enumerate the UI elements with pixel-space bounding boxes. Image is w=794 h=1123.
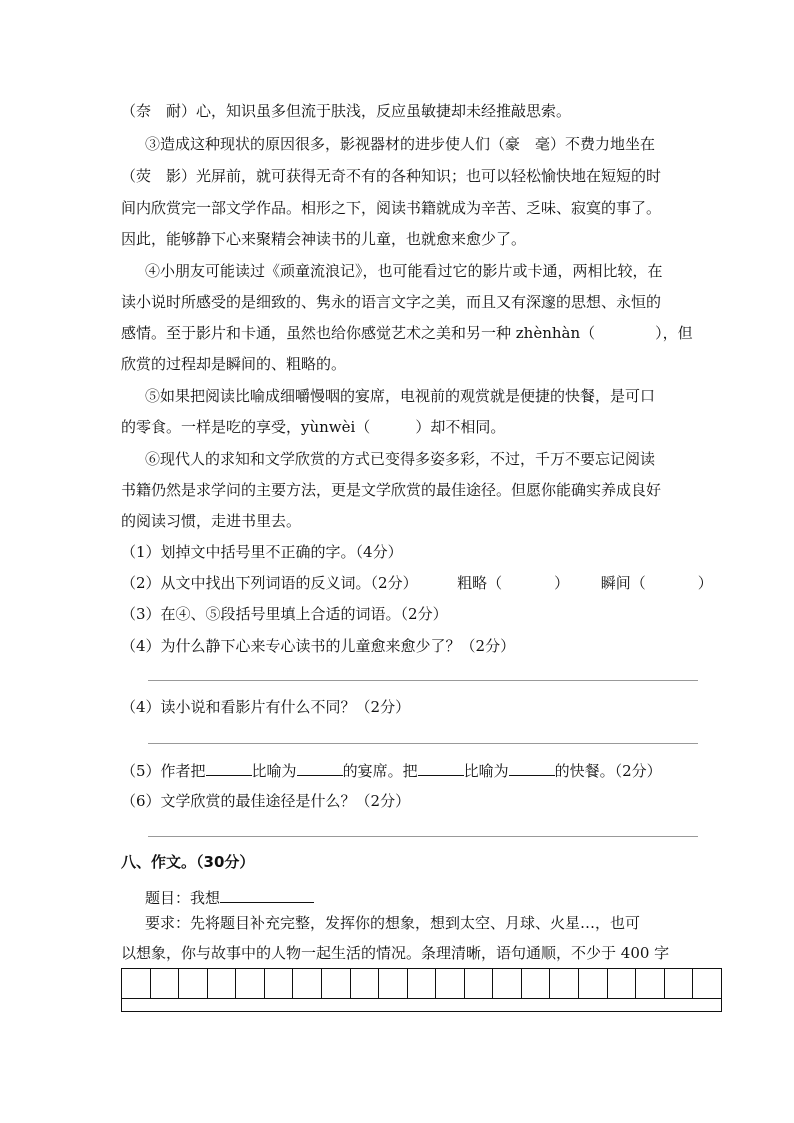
passage-line: （荧 影）光屏前，就可获得无奇不有的各种知识；也可以轻松愉快地在短短的时 xyxy=(121,167,662,185)
question-text: 比喻为 xyxy=(251,762,297,780)
paragraph-4: ④小朋友可能读过《顽童流浪记》，也可能看过它的影片或卡通，两相比较，在 xyxy=(145,262,663,280)
question-4: （4）为什么静下心来专心读书的儿童愈来愈少了？（2分） xyxy=(121,637,516,655)
grid-spacer-row xyxy=(122,999,722,1012)
passage-line: 间内欣赏完一部文学作品。相形之下，阅读书籍就成为辛苦、乏味、寂寞的事了。 xyxy=(121,199,662,217)
passage-line: 读小说时所感受的是细致的、隽永的语言文字之美，而且又有深邃的思想、永恒的 xyxy=(121,293,662,311)
answer-blank-5d[interactable] xyxy=(509,760,555,776)
paragraph-3: ③造成这种现状的原因很多，影视器材的进步使人们（豪 毫）不费力地坐在 xyxy=(145,135,656,153)
grid-cell[interactable] xyxy=(122,969,151,999)
grid-cell[interactable] xyxy=(693,969,722,999)
passage-line xyxy=(121,417,505,437)
composition-title xyxy=(145,887,314,908)
grid-cell[interactable] xyxy=(236,969,265,999)
answer-line-6[interactable] xyxy=(148,836,698,837)
passage-text: 的零食。一样是吃的享受，yùnwèi（ xyxy=(121,418,371,436)
passage-line: 欣赏的过程却是瞬间的、粗略的。 xyxy=(121,355,347,373)
grid-cell[interactable] xyxy=(521,969,550,999)
grid-cell[interactable] xyxy=(550,969,579,999)
composition-requirement: 要求：先将题目补充完整，发挥你的想象，想到太空、月球、火星…，也可 xyxy=(145,914,641,932)
grid-spacer xyxy=(122,999,722,1012)
paren-close: ） xyxy=(554,574,570,592)
question-text: 的快餐。（2分） xyxy=(554,762,662,780)
answer-blank-5a[interactable] xyxy=(206,760,252,776)
passage-line: 书籍仍然是求学问的主要方法，更是文学欣赏的最佳途径。但愿你能确实养成良好 xyxy=(121,481,662,499)
antonym-label-culue: 粗略（ xyxy=(457,574,503,592)
paren-close: ） xyxy=(697,574,713,592)
answer-line-4[interactable] xyxy=(148,680,698,681)
title-label: 题目：我想 xyxy=(145,889,221,907)
section-heading: 八、作文。（30分） xyxy=(121,853,255,871)
question-text: （5）作者把 xyxy=(121,762,206,780)
question-text: （2）从文中找出下列词语的反义词。（2分） xyxy=(121,574,418,592)
question-4b: （4）读小说和看影片有什么不同？（2分） xyxy=(121,698,411,716)
passage-text: ），但 xyxy=(655,324,693,342)
grid-cell[interactable] xyxy=(321,969,350,999)
question-2 xyxy=(121,573,713,593)
grid-cell[interactable] xyxy=(264,969,293,999)
passage-text: ）却不相同。 xyxy=(415,418,506,436)
grid-cell[interactable] xyxy=(407,969,436,999)
passage-line: 的阅读习惯，走进书里去。 xyxy=(121,512,302,530)
grid-cell[interactable] xyxy=(350,969,379,999)
antonym-label-shunjian: 瞬间（ xyxy=(600,574,646,592)
question-text: 比喻为 xyxy=(463,762,509,780)
question-6: （6）文学欣赏的最佳途径是什么？（2分） xyxy=(121,792,411,810)
grid-cell[interactable] xyxy=(493,969,522,999)
passage-text: 感情。至于影片和卡通，虽然也给你感觉艺术之美和另一种 zhènhàn（ xyxy=(121,324,596,342)
grid-cell[interactable] xyxy=(179,969,208,999)
answer-blank-5c[interactable] xyxy=(418,760,464,776)
grid-cell[interactable] xyxy=(207,969,236,999)
grid-cell[interactable] xyxy=(150,969,179,999)
grid-cell[interactable] xyxy=(607,969,636,999)
grid-cell[interactable] xyxy=(636,969,665,999)
answer-blank-5b[interactable] xyxy=(297,760,343,776)
paragraph-6: ⑥现代人的求知和文学欣赏的方式已变得多姿多彩，不过，千万不要忘记阅读 xyxy=(145,450,656,468)
question-text: 的宴席。把 xyxy=(342,762,418,780)
question-1: （1）划掉文中括号里不正确的字。（4分） xyxy=(121,543,403,561)
composition-requirement: 以想象，你与故事中的人物一起生活的情况。条理清晰，语句通顺，不少于 400 字 xyxy=(121,944,670,962)
passage-line xyxy=(121,323,693,343)
writing-grid[interactable] xyxy=(121,968,722,1012)
question-3: （3）在④、⑤段括号里填上合适的词语。（2分） xyxy=(121,605,448,623)
passage-line: （奈 耐）心，知识虽多但流于肤浅，反应虽敏捷却未经推敲思索。 xyxy=(121,102,572,120)
grid-cell[interactable] xyxy=(379,969,408,999)
question-5 xyxy=(121,760,662,781)
grid-cell[interactable] xyxy=(293,969,322,999)
grid-row xyxy=(122,969,722,999)
grid-cell[interactable] xyxy=(579,969,608,999)
answer-line-4b[interactable] xyxy=(148,743,698,744)
grid-cell[interactable] xyxy=(464,969,493,999)
paragraph-5: ⑤如果把阅读比喻成细嚼慢咽的宴席，电视前的观赏就是便捷的快餐，是可口 xyxy=(145,387,656,405)
passage-line: 因此，能够静下心来聚精会神读书的儿童，也就愈来愈少了。 xyxy=(121,230,527,248)
grid-cell[interactable] xyxy=(436,969,465,999)
title-blank[interactable] xyxy=(220,887,314,903)
grid-cell[interactable] xyxy=(664,969,693,999)
